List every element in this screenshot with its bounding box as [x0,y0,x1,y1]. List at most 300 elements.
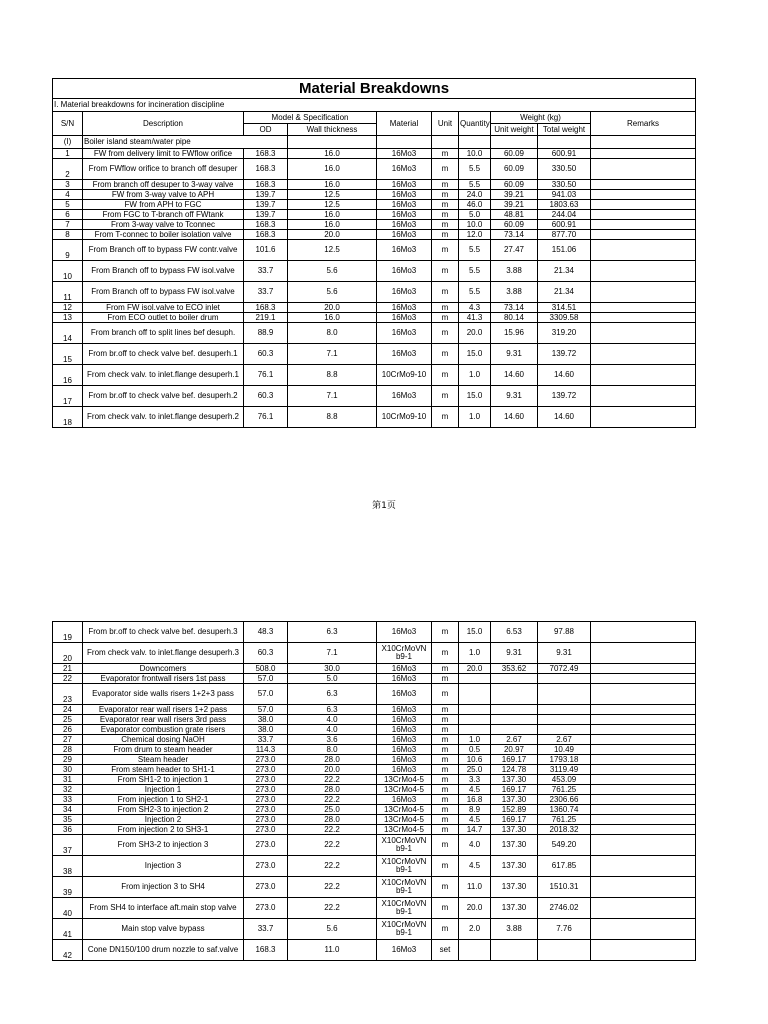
row-od: 273.0 [244,765,288,775]
row-od: 273.0 [244,877,288,898]
row-sn: 34 [53,805,83,815]
row-wall-thickness: 6.3 [288,684,377,705]
table-row [53,159,696,180]
row-quantity: 5.0 [459,210,491,220]
row-unit-weight: 60.09 [491,220,538,230]
row-total-weight: 7072.49 [538,664,591,674]
row-remarks [591,785,696,795]
row-od: 76.1 [244,407,288,428]
table-row [53,180,696,190]
row-description: From FW isol.valve to ECO inlet [83,303,244,313]
row-unit: m [432,230,459,240]
row-wall-thickness: 8.8 [288,365,377,386]
row-unit: m [432,261,459,282]
table-row [53,282,696,303]
row-description: From injection 1 to SH2-1 [83,795,244,805]
row-description: From Branch off to bypass FW isol.valve [83,261,244,282]
row-unit-weight: 14.60 [491,365,538,386]
row-wall-thickness: 12.5 [288,200,377,210]
row-total-weight: 877.70 [538,230,591,240]
row-material: 16Mo3 [377,303,432,313]
header-description: Description [83,112,244,136]
row-quantity: 16.8 [459,795,491,805]
row-description: Injection 1 [83,785,244,795]
row-sn: 6 [53,210,83,220]
row-sn: 27 [53,735,83,745]
row-od: 273.0 [244,825,288,835]
row-material: 16Mo3 [377,684,432,705]
row-unit: m [432,735,459,745]
row-sn: 36 [53,825,83,835]
table-row [53,745,696,755]
row-material: 16Mo3 [377,795,432,805]
row-description: From injection 2 to SH3-1 [83,825,244,835]
row-description: Chemical dosing NaOH [83,735,244,745]
row-unit-weight: 39.21 [491,190,538,200]
row-quantity: 20.0 [459,898,491,919]
row-wall-thickness: 12.5 [288,190,377,200]
row-remarks [591,220,696,230]
table-row [53,344,696,365]
row-wall-thickness: 16.0 [288,313,377,323]
row-quantity [459,705,491,715]
row-wall-thickness: 5.6 [288,261,377,282]
row-quantity: 24.0 [459,190,491,200]
row-description: From br.off to check valve bef. desuperh.3 [83,622,244,643]
table-row [53,190,696,200]
section-sn: (I) [53,136,83,149]
row-od: 48.3 [244,622,288,643]
row-material: 16Mo3 [377,705,432,715]
row-total-weight: 14.60 [538,365,591,386]
row-material: 16Mo3 [377,240,432,261]
row-remarks [591,755,696,765]
row-wall-thickness: 6.3 [288,622,377,643]
row-quantity: 5.5 [459,261,491,282]
row-wall-thickness: 22.2 [288,898,377,919]
row-remarks [591,386,696,407]
row-quantity: 15.0 [459,622,491,643]
row-material: X10CrMoVN b9-1 [377,835,432,856]
row-sn: 37 [53,835,83,856]
row-wall-thickness: 20.0 [288,765,377,775]
row-description: Cone DN150/100 drum nozzle to saf.valve [83,940,244,961]
row-unit: m [432,684,459,705]
row-description: Main stop valve bypass [83,919,244,940]
row-od: 76.1 [244,365,288,386]
row-wall-thickness: 5.0 [288,674,377,684]
row-total-weight: 761.25 [538,815,591,825]
row-unit-weight: 137.30 [491,877,538,898]
table-row [53,149,696,159]
table-title: Material Breakdowns [53,79,696,99]
table-row [53,220,696,230]
table-row [53,898,696,919]
row-wall-thickness: 8.0 [288,745,377,755]
row-description: From SH1-2 to injection 1 [83,775,244,785]
row-description: Evaporator side walls risers 1+2+3 pass [83,684,244,705]
row-wall-thickness: 22.2 [288,775,377,785]
row-wall-thickness: 7.1 [288,344,377,365]
row-od: 60.3 [244,643,288,664]
row-quantity: 5.5 [459,240,491,261]
row-unit-weight: 6.53 [491,622,538,643]
table-row [53,755,696,765]
row-sn: 30 [53,765,83,775]
row-unit-weight: 39.21 [491,200,538,210]
table-row [53,210,696,220]
row-remarks [591,664,696,674]
row-unit: m [432,282,459,303]
row-quantity: 15.0 [459,386,491,407]
row-quantity: 5.5 [459,159,491,180]
row-od: 273.0 [244,898,288,919]
row-quantity [459,674,491,684]
row-remarks [591,674,696,684]
row-description: From SH4 to interface aft.main stop valve [83,898,244,919]
header-material: Material [377,112,432,136]
row-material: 16Mo3 [377,940,432,961]
row-od: 168.3 [244,149,288,159]
row-unit: m [432,365,459,386]
row-description: Injection 2 [83,815,244,825]
table-row [53,725,696,735]
row-description: From SH3-2 to injection 3 [83,835,244,856]
row-quantity: 8.9 [459,805,491,815]
row-remarks [591,210,696,220]
row-quantity: 4.5 [459,856,491,877]
row-remarks [591,303,696,313]
row-unit-weight: 3.88 [491,919,538,940]
row-od: 33.7 [244,282,288,303]
row-total-weight [538,940,591,961]
row-remarks [591,825,696,835]
row-unit: set [432,940,459,961]
row-total-weight: 600.91 [538,149,591,159]
table-row [53,940,696,961]
row-sn: 40 [53,898,83,919]
header-total-weight: Total weight [538,124,591,136]
row-total-weight [538,715,591,725]
row-total-weight: 617.85 [538,856,591,877]
row-od: 273.0 [244,815,288,825]
row-material: 16Mo3 [377,313,432,323]
row-wall-thickness: 7.1 [288,643,377,664]
row-material: 13CrMo4-5 [377,775,432,785]
row-sn: 14 [53,323,83,344]
row-wall-thickness: 4.0 [288,715,377,725]
row-unit-weight [491,674,538,684]
row-unit: m [432,898,459,919]
row-description: From injection 3 to SH4 [83,877,244,898]
row-material: 16Mo3 [377,282,432,303]
row-od: 273.0 [244,785,288,795]
row-total-weight [538,705,591,715]
row-description: Evaporator rear wall risers 1+2 pass [83,705,244,715]
row-remarks [591,795,696,805]
table-row [53,785,696,795]
row-sn: 2 [53,159,83,180]
row-remarks [591,643,696,664]
row-material: 10CrMo9-10 [377,407,432,428]
row-unit: m [432,643,459,664]
row-sn: 26 [53,725,83,735]
row-unit: m [432,725,459,735]
row-total-weight: 151.06 [538,240,591,261]
table-row [53,775,696,785]
row-od: 273.0 [244,856,288,877]
row-description: From check valv. to inlet.flange desuperh.1 [83,365,244,386]
row-material: X10CrMoVN b9-1 [377,898,432,919]
row-total-weight: 453.09 [538,775,591,785]
row-remarks [591,149,696,159]
row-unit: m [432,303,459,313]
row-unit: m [432,825,459,835]
row-od: 101.6 [244,240,288,261]
row-unit: m [432,775,459,785]
row-unit-weight [491,940,538,961]
page-number-label: 第1页 [372,501,396,511]
row-unit: m [432,795,459,805]
row-total-weight: 330.50 [538,180,591,190]
row-od: 139.7 [244,210,288,220]
row-quantity: 10.0 [459,149,491,159]
row-remarks [591,775,696,785]
row-quantity: 5.5 [459,180,491,190]
row-sn: 28 [53,745,83,755]
row-total-weight: 244.04 [538,210,591,220]
row-quantity: 11.0 [459,877,491,898]
row-total-weight: 2018.32 [538,825,591,835]
row-od: 273.0 [244,755,288,765]
table-row [53,765,696,775]
row-od: 273.0 [244,795,288,805]
table-row [53,805,696,815]
row-description: Steam header [83,755,244,765]
row-quantity: 4.5 [459,785,491,795]
table-row [53,261,696,282]
row-od: 33.7 [244,919,288,940]
row-wall-thickness: 16.0 [288,149,377,159]
row-remarks [591,815,696,825]
header-wall-thickness: Wall thickness [288,124,377,136]
row-od: 38.0 [244,715,288,725]
row-unit-weight: 169.17 [491,755,538,765]
row-od: 273.0 [244,835,288,856]
row-unit: m [432,674,459,684]
material-table-page-1 [52,78,696,428]
row-od: 57.0 [244,684,288,705]
row-total-weight: 2.67 [538,735,591,745]
row-wall-thickness: 12.5 [288,240,377,261]
row-wall-thickness: 28.0 [288,755,377,765]
row-wall-thickness: 16.0 [288,180,377,190]
row-wall-thickness: 22.2 [288,825,377,835]
row-quantity: 2.0 [459,919,491,940]
row-quantity: 20.0 [459,323,491,344]
row-wall-thickness: 16.0 [288,159,377,180]
row-unit: m [432,180,459,190]
row-sn: 38 [53,856,83,877]
row-unit: m [432,715,459,725]
row-material: X10CrMoVN b9-1 [377,919,432,940]
row-unit: m [432,149,459,159]
row-unit-weight [491,705,538,715]
row-quantity: 10.6 [459,755,491,765]
row-remarks [591,190,696,200]
row-remarks [591,622,696,643]
row-quantity: 15.0 [459,344,491,365]
table-row [53,365,696,386]
row-unit: m [432,755,459,765]
row-od: 508.0 [244,664,288,674]
row-quantity: 4.5 [459,815,491,825]
row-remarks [591,940,696,961]
row-sn: 15 [53,344,83,365]
row-unit: m [432,407,459,428]
row-sn: 8 [53,230,83,240]
row-unit-weight: 2.67 [491,735,538,745]
row-total-weight: 549.20 [538,835,591,856]
row-unit-weight: 137.30 [491,835,538,856]
row-unit: m [432,919,459,940]
row-unit: m [432,815,459,825]
row-description: From ECO outlet to boiler drum [83,313,244,323]
row-quantity: 25.0 [459,765,491,775]
row-description: FW from 3-way valve to APH [83,190,244,200]
table-row [53,795,696,805]
row-unit: m [432,240,459,261]
row-od: 219.1 [244,313,288,323]
row-unit: m [432,190,459,200]
table-row [53,835,696,856]
row-sn: 18 [53,407,83,428]
row-unit-weight: 169.17 [491,785,538,795]
row-unit: m [432,664,459,674]
row-material: 16Mo3 [377,220,432,230]
row-sn: 1 [53,149,83,159]
row-unit-weight: 3.88 [491,261,538,282]
row-sn: 17 [53,386,83,407]
row-total-weight: 3309.58 [538,313,591,323]
row-od: 139.7 [244,200,288,210]
row-sn: 13 [53,313,83,323]
row-unit-weight: 137.30 [491,825,538,835]
row-remarks [591,735,696,745]
row-description: From check valv. to inlet.flange desuperh.3 [83,643,244,664]
row-unit-weight: 9.31 [491,386,538,407]
row-od: 168.3 [244,220,288,230]
row-unit-weight: 73.14 [491,303,538,313]
table-row [53,386,696,407]
row-material: 16Mo3 [377,344,432,365]
row-unit-weight: 15.96 [491,323,538,344]
header-quantity: Quantity [459,112,491,136]
row-od: 139.7 [244,190,288,200]
row-description: Evaporator frontwall risers 1st pass [83,674,244,684]
row-total-weight: 1510.31 [538,877,591,898]
row-remarks [591,725,696,735]
row-sn: 31 [53,775,83,785]
row-od: 273.0 [244,805,288,815]
row-quantity [459,684,491,705]
row-total-weight: 1793.18 [538,755,591,765]
table-row [53,815,696,825]
row-unit: m [432,210,459,220]
table-row [53,919,696,940]
row-unit: m [432,765,459,775]
row-od: 57.0 [244,705,288,715]
row-total-weight: 21.34 [538,282,591,303]
table-subtitle: I. Material breakdowns for incineration discipline [53,99,696,112]
row-unit-weight: 152.89 [491,805,538,815]
row-sn: 12 [53,303,83,313]
row-remarks [591,200,696,210]
row-remarks [591,180,696,190]
row-sn: 5 [53,200,83,210]
table-row [53,856,696,877]
row-description: Downcomers [83,664,244,674]
row-unit-weight: 137.30 [491,856,538,877]
row-sn: 22 [53,674,83,684]
section-title: Boiler island steam/water pipe [83,136,288,149]
row-od: 168.3 [244,940,288,961]
row-description: Evaporator combustion grate risers [83,725,244,735]
table-row [53,684,696,705]
row-total-weight: 7.76 [538,919,591,940]
table-row [53,622,696,643]
row-total-weight: 941.03 [538,190,591,200]
header-unit-weight: Unit weight [491,124,538,136]
row-unit-weight: 60.09 [491,180,538,190]
row-material: 16Mo3 [377,725,432,735]
row-unit-weight: 27.47 [491,240,538,261]
row-total-weight: 1803.63 [538,200,591,210]
row-material: 16Mo3 [377,261,432,282]
row-remarks [591,684,696,705]
row-unit-weight [491,684,538,705]
row-description: From Branch off to bypass FW isol.valve [83,282,244,303]
row-quantity [459,725,491,735]
row-unit-weight: 9.31 [491,344,538,365]
row-sn: 4 [53,190,83,200]
row-unit-weight: 137.30 [491,775,538,785]
row-material: 16Mo3 [377,230,432,240]
row-unit-weight: 14.60 [491,407,538,428]
row-wall-thickness: 28.0 [288,815,377,825]
row-wall-thickness: 30.0 [288,664,377,674]
row-unit: m [432,220,459,230]
row-remarks [591,407,696,428]
row-od: 168.3 [244,180,288,190]
row-unit: m [432,386,459,407]
row-remarks [591,240,696,261]
row-remarks [591,715,696,725]
row-sn: 9 [53,240,83,261]
row-remarks [591,365,696,386]
row-material: 10CrMo9-10 [377,365,432,386]
row-material: 16Mo3 [377,149,432,159]
row-quantity: 41.3 [459,313,491,323]
row-unit: m [432,785,459,795]
row-wall-thickness: 20.0 [288,230,377,240]
row-quantity: 4.0 [459,835,491,856]
row-total-weight: 10.49 [538,745,591,755]
row-remarks [591,230,696,240]
row-total-weight: 330.50 [538,159,591,180]
row-total-weight: 139.72 [538,386,591,407]
row-material: 16Mo3 [377,755,432,765]
